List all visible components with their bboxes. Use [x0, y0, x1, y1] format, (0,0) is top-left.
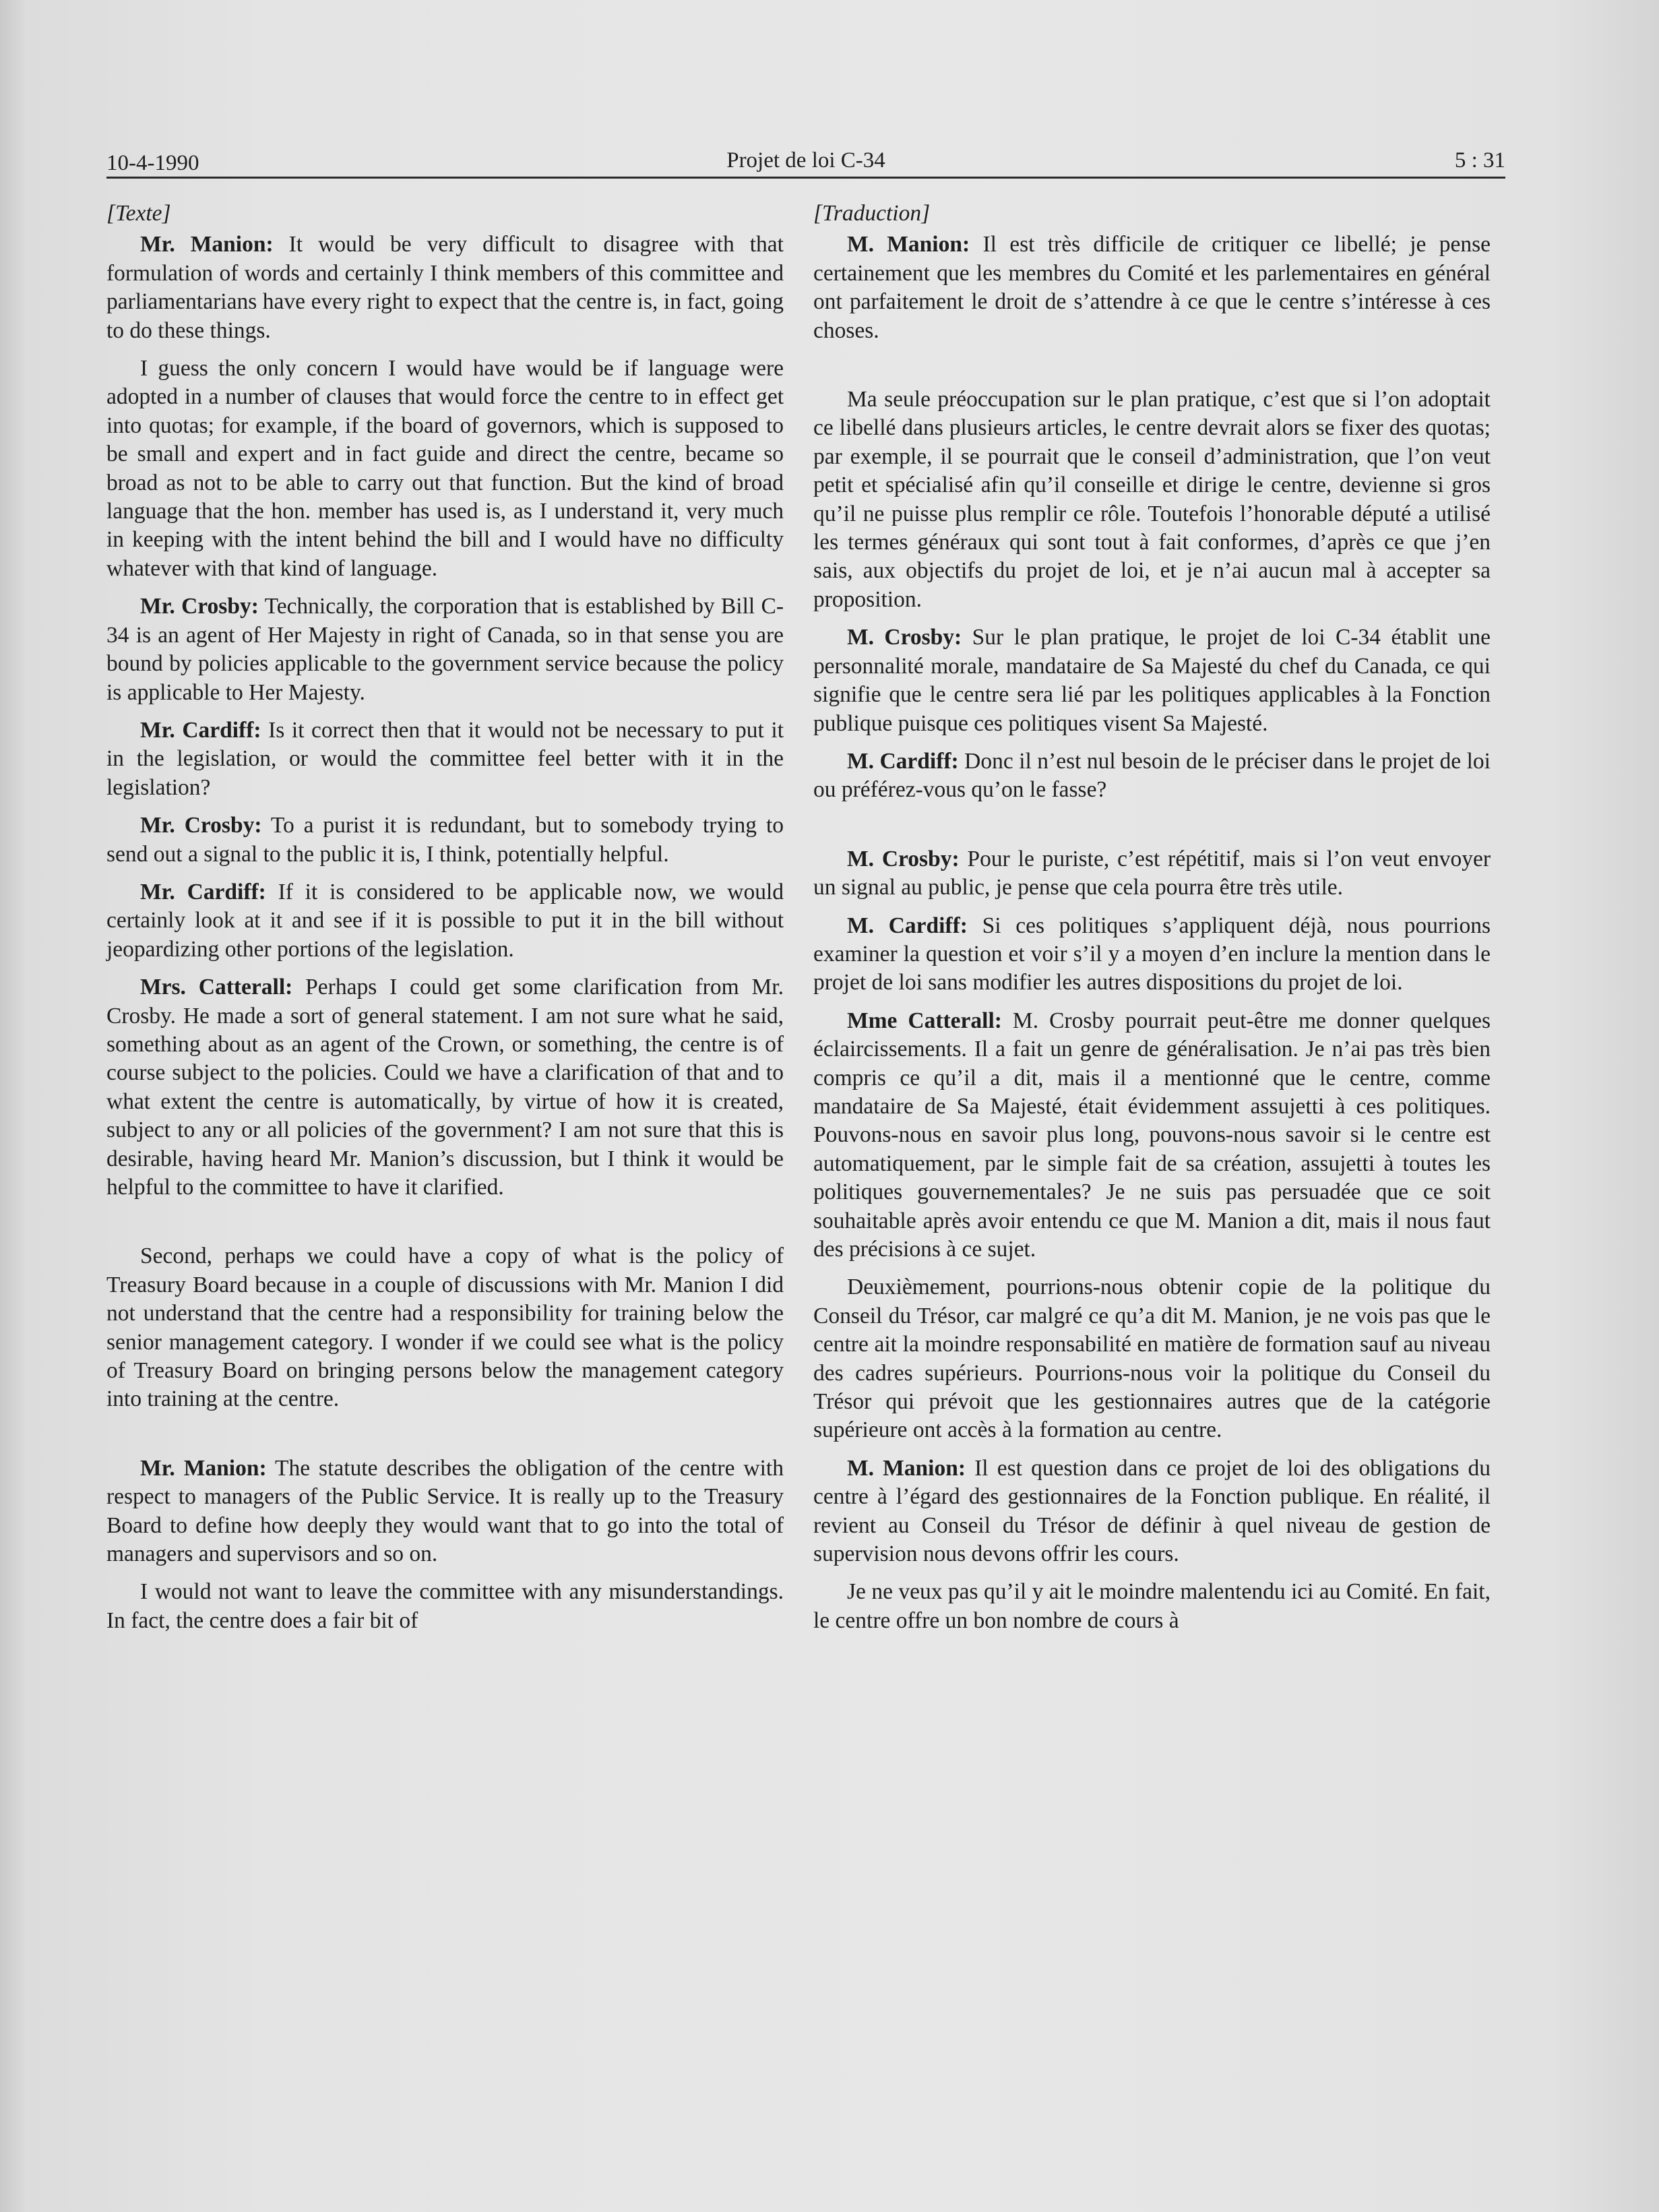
- speaker-name: Mr. Crosby:: [140, 594, 259, 619]
- paragraph-text: It would be very difficult to disagree with that formulation of words and certainly I think members of this committee and parliamentarians have every right to expect that the centre is, in fact, going to do these things.: [106, 232, 784, 343]
- paragraph-text: Il est question dans ce projet de loi des obligations du centre à l’égard des gestionnaires de la Fonction publique. En réalité, il revient au Conseil du Trésor de définir à quel niveau de gestion de supervision nous devons offrir les cours.: [813, 1455, 1491, 1567]
- page-header: [106, 144, 1505, 179]
- speaker-name: M. Cardiff:: [847, 913, 968, 938]
- english-paragraph: [106, 811, 784, 869]
- speaker-name: Mr. Manion:: [140, 232, 274, 257]
- paragraph-text: If it is considered to be applicable now, we would certainly look at it and see if it is possible to put it in the bill without jeopardizing other portions of the legislation.: [106, 879, 784, 962]
- paragraph-text: Is it correct then that it would not be necessary to put it in the legislation, or would the committee feel better with it in the legislation?: [106, 717, 784, 800]
- french-paragraph: [813, 386, 1491, 614]
- french-paragraph: [813, 231, 1491, 345]
- french-paragraph: [813, 1007, 1491, 1264]
- paragraph-text: I would not want to leave the committee with any misunderstandings. In fact, the centre does a fair bit of: [106, 1579, 784, 1633]
- paragraph-text: Si ces politiques s’appliquent déjà, nous pourrions examiner la question et voir s’il y a moyen d’en inclure la mention dans le projet de loi sans modifier les autres dispositions du projet de loi.: [813, 913, 1491, 995]
- paragraph-text: Il est très difficile de critiquer ce libellé; je pense certainement que les membres du Comité et les parlementaires en général ont parfaitement le droit de s’attendre à ce que le centre s’intéresse à ces choses.: [813, 232, 1491, 343]
- paragraph-text: To a purist it is redundant, but to somebody trying to send out a signal to the public it is, I think, potentially helpful.: [106, 813, 784, 867]
- french-section-tag: [Traduction]: [813, 201, 931, 226]
- speaker-name: Mr. Crosby:: [140, 813, 262, 838]
- speaker-name: Mme Catterall:: [847, 1008, 1002, 1033]
- french-paragraph: [813, 912, 1491, 997]
- speaker-name: M. Crosby:: [847, 846, 960, 871]
- french-paragraph: [813, 1273, 1491, 1444]
- english-paragraph: [106, 592, 784, 707]
- paragraph-text: Second, perhaps we could have a copy of what is the policy of Treasury Board because in a couple of discussions with Mr. Manion I did not understand that the centre had a responsibility for training below the senior management category. I wonder if we could see what is the policy of Treasury Board on bringing persons below the management category into training at the centre.: [106, 1243, 784, 1412]
- french-paragraph: [813, 845, 1491, 902]
- english-paragraph: [106, 355, 784, 583]
- speaker-name: Mr. Manion:: [140, 1455, 267, 1481]
- french-column: [813, 199, 1491, 1635]
- french-paragraph: [813, 1454, 1491, 1569]
- english-paragraph: [106, 716, 784, 802]
- paragraph-text: Donc il n’est nul besoin de le préciser dans le projet de loi ou préférez-vous qu’on le fasse?: [813, 748, 1491, 803]
- paragraph-text: Perhaps I could get some clarification from Mr. Crosby. He made a sort of general statement. I am not sure what he said, something about as an agent of the Crown, or something, the centre is of course subject to the policies. Could we have a clarification of that and to what extent the centre is automatically, by virtue of how it is created, subject to any or all policies of the government? I am not sure that this is desirable, having heard Mr. Manion’s discussion, but I think it would be helpful to the committee to have it clarified.: [106, 975, 784, 1200]
- paragraph-text: M. Crosby pourrait peut-être me donner quelques éclaircissements. Il a fait un genre de généralisation. Je n’ai pas très bien compris ce qu’il a dit, mais il a mentionné que le centre, comme mandataire de Sa Majesté, était évidemment assujetti à ces politiques. Pouvons-nous en savoir plus long, pouvons-nous savoir si le centre est automatiquement, par le simple fait de sa création, assujetti à toutes les politiques gouvernementales? Je ne suis pas persuadée que ce soit souhaitable après avoir entendu ce que M. Manion a dit, mais il nous faut des précisions à ce sujet.: [813, 1008, 1491, 1262]
- speaker-name: M. Crosby:: [847, 625, 962, 650]
- header-date: 10-4-1990: [106, 151, 199, 175]
- paragraph-text: Technically, the corporation that is established by Bill C-34 is an agent of Her Majesty in right of Canada, so in that sense you are bound by policies applicable to the government service because the policy is applicable to Her Majesty.: [106, 594, 784, 705]
- paragraph-text: Deuxièmement, pourrions-nous obtenir copie de la politique du Conseil du Trésor, car malgré ce qu’a dit M. Manion, je ne vois pas que le centre ait la moindre responsabilité en matière de formation sauf au niveau des cadres supérieurs. Pourrions-nous voir la politique du Conseil du Trésor qui prévoit que les gestionnaires autres que de la catégorie supérieure ont accès à la formation au centre.: [813, 1274, 1491, 1443]
- english-paragraph: [106, 231, 784, 345]
- paragraph-text: The statute describes the obligation of the centre with respect to managers of the Public Service. It is really up to the Treasury Board to define how deeply they would want that to go into the total of managers and supervisors and so on.: [106, 1455, 784, 1567]
- header-page-number: 5 : 31: [1454, 148, 1505, 173]
- paragraph-text: Je ne veux pas qu’il y ait le moindre malentendu ici au Comité. En fait, le centre offre un bon nombre de cours à: [813, 1579, 1491, 1633]
- paragraph-text: Ma seule préoccupation sur le plan pratique, c’est que si l’on adoptait ce libellé dans plusieurs articles, le centre devrait alors se fixer des quotas; par exemple, il se pourrait que le conseil d’administration, que l’on veut petit et spécialisé afin qu’il conseille et dirige le centre, devienne si gros qu’il ne puisse plus remplir ce rôle. Toutefois l’honorable député a utilisé les termes généraux qui sont tout à fait conformes, d’après ce que j’en sais, aux objectifs du projet de loi, et je n’ai aucun mal à accepter sa proposition.: [813, 387, 1491, 612]
- english-paragraph: [106, 1578, 784, 1635]
- speaker-name: Mr. Cardiff:: [140, 879, 266, 904]
- speaker-name: M. Manion:: [847, 1455, 966, 1481]
- french-paragraph: [813, 1578, 1491, 1635]
- english-paragraph: [106, 1242, 784, 1413]
- paragraph-text: I guess the only concern I would have would be if language were adopted in a number of clauses that would force the centre to in effect get into quotas; for example, if the board of governors, which is supposed to be small and expert and in fact guide and direct the centre, became so broad as not to be able to carry out that function. But the kind of broad language that the hon. member has used is, as I understand it, very much in keeping with the intent behind the bill and I would have no difficulty whatever with that kind of language.: [106, 356, 784, 581]
- english-paragraph: [106, 878, 784, 964]
- english-column: [106, 199, 784, 1635]
- paragraph-text: Pour le puriste, c’est répétitif, mais si l’on veut envoyer un signal au public, je pense que cela pourra être très utile.: [813, 846, 1491, 900]
- english-section-tag: [Texte]: [106, 201, 171, 226]
- english-paragraph: [106, 973, 784, 1202]
- header-title: Projet de loi C-34: [726, 148, 885, 173]
- speaker-name: M. Manion:: [847, 232, 970, 257]
- english-paragraph: [106, 1454, 784, 1569]
- paragraph-text: Sur le plan pratique, le projet de loi C-34 établit une personnalité morale, mandataire de Sa Majesté du chef du Canada, ce qui signifie que le centre sera lié par les politiques applicables à la Fonction publique puisque ces politiques visent Sa Majesté.: [813, 625, 1491, 736]
- french-paragraph: [813, 747, 1491, 805]
- speaker-name: M. Cardiff:: [847, 748, 959, 774]
- french-paragraph: [813, 623, 1491, 738]
- speaker-name: Mr. Cardiff:: [140, 717, 261, 743]
- speaker-name: Mrs. Catterall:: [140, 975, 293, 1000]
